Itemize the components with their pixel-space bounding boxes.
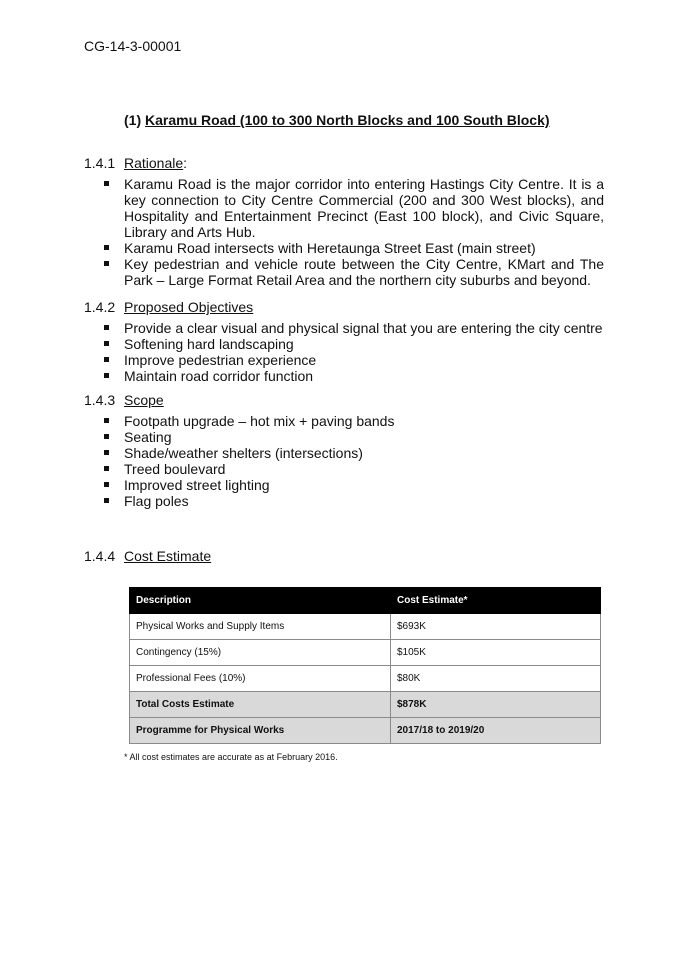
table-header-row <box>130 588 601 614</box>
section-title-suffix: : <box>183 155 188 171</box>
bullet-list <box>84 320 604 384</box>
section-title: Cost Estimate <box>124 548 212 564</box>
column-header-description: Description <box>130 588 391 614</box>
section-title: Scope <box>124 392 164 408</box>
cell-cost: 2017/18 to 2019/20 <box>391 718 601 744</box>
title-prefix: (1) <box>124 112 145 128</box>
cell-cost: $105K <box>391 640 601 666</box>
table-row <box>130 614 601 640</box>
list-item: Maintain road corridor function <box>84 368 604 384</box>
document-reference: CG-14-3-00001 <box>84 38 182 54</box>
list-item: Flag poles <box>84 493 604 509</box>
cell-description: Programme for Physical Works <box>130 718 391 744</box>
list-item: Footpath upgrade – hot mix + paving bands <box>84 413 604 429</box>
section-heading <box>84 390 604 410</box>
cell-cost: $693K <box>391 614 601 640</box>
table-row <box>130 640 601 666</box>
cell-description: Contingency (15%) <box>130 640 391 666</box>
list-item: Seating <box>84 429 604 445</box>
section-title: Proposed Objectives <box>124 299 254 315</box>
section-heading <box>84 153 604 173</box>
section-proposed-objectives <box>84 297 604 384</box>
section-heading <box>84 297 604 317</box>
section-rationale <box>84 153 604 288</box>
list-item: Improved street lighting <box>84 477 604 493</box>
list-item: Karamu Road is the major corridor into entering Hastings City Centre. It is a key connection to City Centre Commercial (200 and 300 West blocks), and Hospitality and Entertainment Precinct (East 100 block), and Civic Square, Library and Arts Hub. <box>84 176 604 240</box>
list-item: Karamu Road intersects with Heretaunga Street East (main street) <box>84 240 604 256</box>
list-item: Softening hard landscaping <box>84 336 604 352</box>
cell-cost: $80K <box>391 666 601 692</box>
section-number: 1.4.3 <box>84 392 116 408</box>
cost-estimate-table <box>129 587 601 744</box>
title-text: Karamu Road (100 to 300 North Blocks and 100 South Block) <box>145 112 550 128</box>
list-item: Key pedestrian and vehicle route between the City Centre, KMart and The Park – Large Format Retail Area and the northern city suburbs and beyond. <box>84 256 604 288</box>
table-row <box>130 666 601 692</box>
section-scope <box>84 390 604 509</box>
list-item: Provide a clear visual and physical signal that you are entering the city centre <box>84 320 604 336</box>
bullet-list <box>84 176 604 288</box>
cell-description: Total Costs Estimate <box>130 692 391 718</box>
bullet-list <box>84 413 604 509</box>
list-item: Shade/weather shelters (intersections) <box>84 445 604 461</box>
list-item: Treed boulevard <box>84 461 604 477</box>
list-item: Improve pedestrian experience <box>84 352 604 368</box>
column-header-cost-estimate: Cost Estimate* <box>391 588 601 614</box>
table-row-programme <box>130 718 601 744</box>
section-title: Rationale <box>124 155 184 171</box>
cell-description: Professional Fees (10%) <box>130 666 391 692</box>
footnote: * All cost estimates are accurate as at February 2016. <box>124 752 338 762</box>
section-heading <box>84 546 604 566</box>
cell-description: Physical Works and Supply Items <box>130 614 391 640</box>
section-number: 1.4.1 <box>84 155 116 171</box>
page-title <box>124 112 550 128</box>
section-number: 1.4.2 <box>84 299 116 315</box>
section-cost-estimate <box>84 546 604 566</box>
cell-cost: $878K <box>391 692 601 718</box>
table-row-total <box>130 692 601 718</box>
section-number: 1.4.4 <box>84 548 116 564</box>
